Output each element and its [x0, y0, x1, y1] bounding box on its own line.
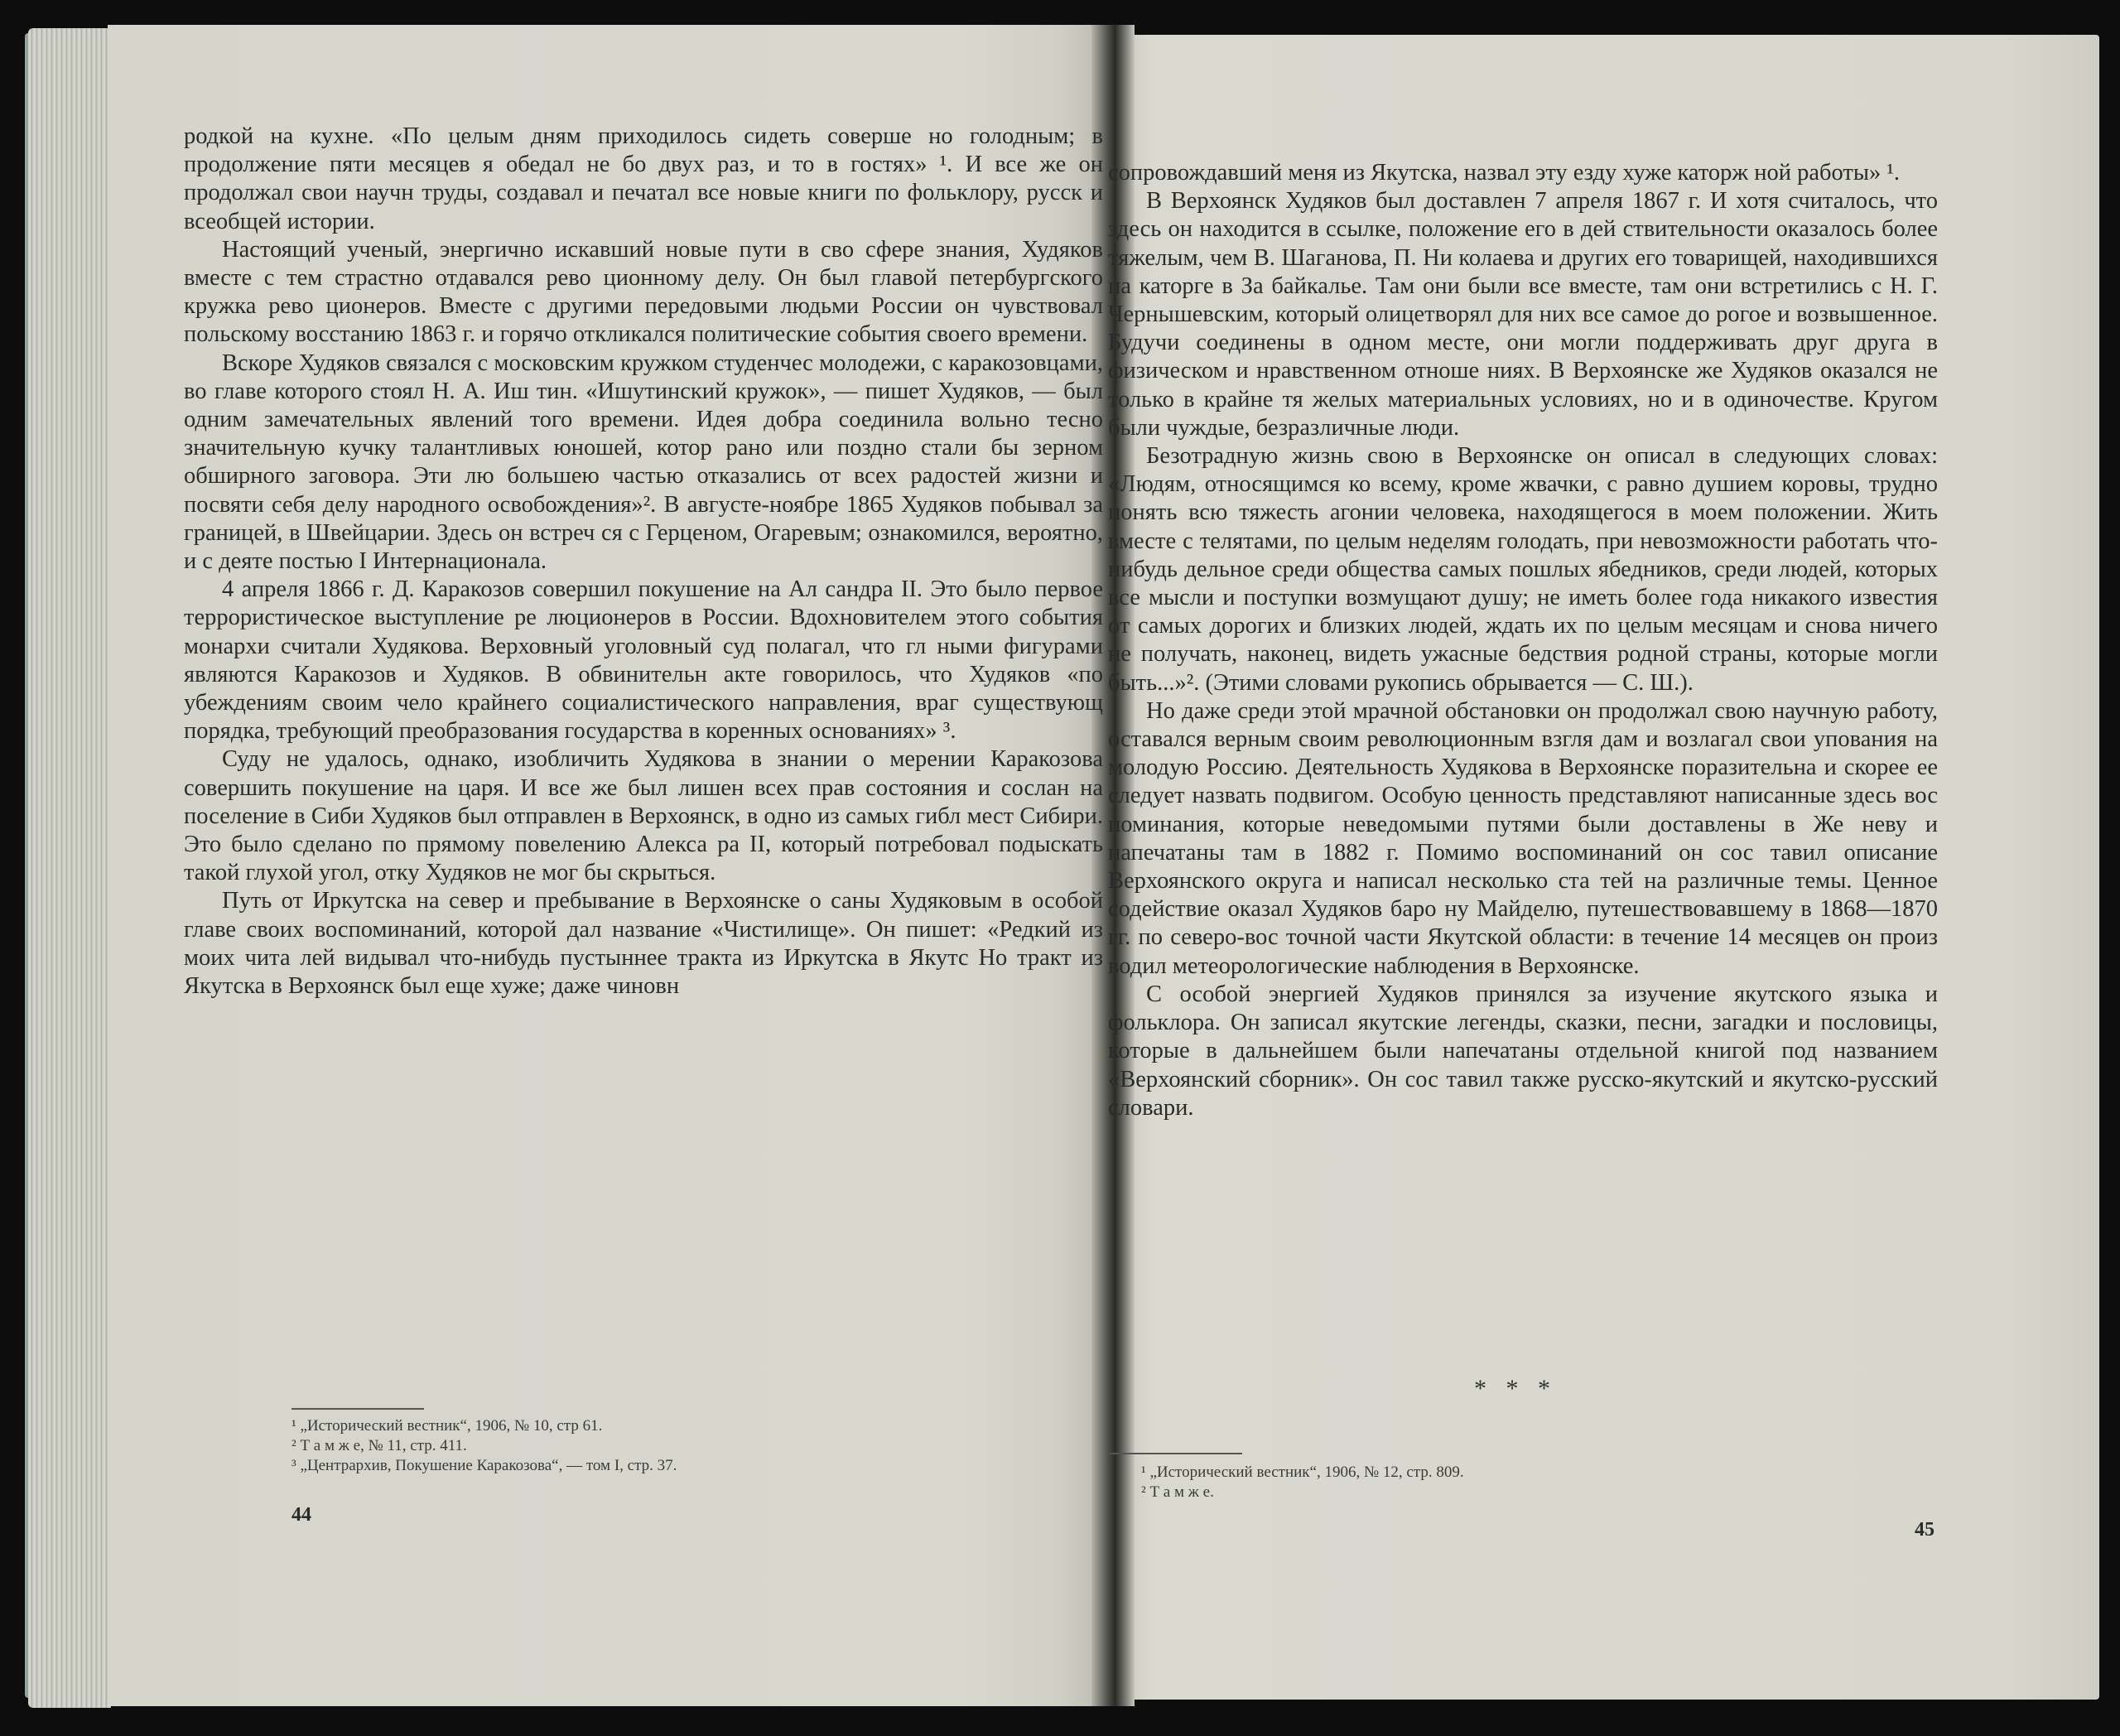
footnote-rule-left — [292, 1408, 424, 1410]
left-paragraph: Путь от Иркутска на север и пребывание в Верхоянске о саны Худяковым в особой главе своих воспоминаний, которой дал название «Чистилище». Он пишет: «Редкий из моих чита лей видывал что-нибудь пустыннее тракта из Иркутска в Якутс Но тракт из Якутска в Верхоянск был еще хуже; даже чиновн — [184, 888, 1103, 1000]
left-footnotes — [292, 1416, 1020, 1476]
right-paragraph: С особой энергией Худяков принялся за изучение якутского языка и фольклора. Он записал якутские легенды, сказки, песни, загадки и пословицы, которые в дальнейшем были напечатаны отдельной книгой под названием «Верхоянский сборник». Он сос тавил также русско-якутский и якутско-русский словари. — [1108, 981, 1938, 1121]
right-footnotes — [1141, 1463, 1886, 1502]
page-stack-edge — [28, 28, 111, 1708]
right-page-body — [1108, 159, 1938, 1122]
page-number-left: 44 — [292, 1504, 311, 1526]
left-page-body — [184, 123, 1103, 1001]
left-paragraph: родкой на кухне. «По целым дням приходилось сидеть соверше но голодным; в продолжение пяти месяцев я обедал не бо двух раз, и то в гостях» ¹. И все же он продолжал свои научн труды, создавал и печатал все новые книги по фольклору, русск и всеобщей истории. — [184, 123, 1103, 234]
left-paragraph: Суду не удалось, однако, изобличить Худякова в знании о мерении Каракозова совершить покушение на царя. И все же был лишен всех прав состояния и сослан на поселение в Сиби Худяков был отправлен в Верхоянск, в одно из самых гибл мест Сибири. Это было сделано по прямому повелению Алекса ра II, который потребовал подыскать такой глухой угол, отку Худяков не мог бы скрыться. — [184, 746, 1103, 886]
right-paragraph: Безотрадную жизнь свою в Верхоянске он описал в следующих словах: «Людям, относящимся ко всему, кроме жвачки, с равно душием коровы, трудно понять всю тяжесть агонии человека, находящегося в моем положении. Жить вместе с телятами, по целым неделям голодать, при невозможности работать что-нибудь дельное среди общества самых пошлых ябедников, среди людей, которых все мысли и поступки возмущают душу; не иметь более года никакого известия от самых дорогих и близких людей, ждать их по целым месяцам и снова ничего не получать, наконец, видеть ужасные бедствия родной страны, которые могли быть...»². (Этими словами рукопись обрывается — С. Ш.). — [1108, 443, 1938, 696]
right-paragraph: сопровождавший меня из Якутска, назвал эту езду хуже каторж ной работы» ¹. — [1108, 160, 1901, 186]
footnote: ¹ „Исторический вестник“, 1906, № 12, стр. 809. — [1141, 1464, 1464, 1481]
footnote-rule-right — [1110, 1453, 1242, 1454]
right-paragraph: В Верхоянск Худяков был доставлен 7 апреля 1867 г. И хотя считалось, что здесь он находится в ссылке, положение его в дей ствительности оказалось более тяжелым, чем В. Шаганова, П. Ни колаева и других его товарищей, находившихся на каторге в За байкалье. Там они были все вместе, там они встретились с Н. Г. Чернышевским, который олицетворял для них все самое до рогое и возвышенное. Будучи соединены в одном месте, они могли поддерживать друг друга в физическом и нравственном отноше ниях. В Верхоянске же Худяков оказался не только в крайне тя желых материальных условиях, но и в одиночестве. Кругом были чуждые, безразличные люди. — [1108, 188, 1938, 441]
section-break: * * * — [1474, 1375, 1557, 1402]
left-paragraph: Настоящий ученый, энергично искавший новые пути в сво сфере знания, Худяков вместе с тем страстно отдавался рево ционному делу. Он был главой петербургского кружка рево ционеров. Вместе с другими передовыми людьми России он чувствовал польскому восстанию 1863 г. и горячо откликался политические события своего времени. — [184, 236, 1103, 348]
left-paragraph: Вскоре Худяков связался с московским кружком студенчес молодежи, с каракозовцами, во главе которого стоял Н. А. Иш тин. «Ишутинский кружок», — пишет Худяков, — был одним замечательных явлений того времени. Идея добра соединила вольно тесно значительную кучку талантливых юношей, котор рано или поздно стали бы зерном обширного заговора. Эти лю большею частью отказались от всех радостей жизни и посвяти себя делу народного освобождения»². В августе-ноябре 1865 Худяков побывал за границей, в Швейцарии. Здесь он встреч ся с Герценом, Огаревым; ознакомился, вероятно, и с деяте постью I Интернационала. — [184, 350, 1103, 575]
page-number-right: 45 — [1915, 1519, 1934, 1541]
footnote: ² Т а м ж е. — [1141, 1483, 1214, 1501]
footnote: ² Т а м ж е, № 11, стр. 411. — [292, 1437, 467, 1454]
footnote: ¹ „Исторический вестник“, 1906, № 10, стр 61. — [292, 1417, 603, 1435]
left-paragraph: 4 апреля 1866 г. Д. Каракозов совершил покушение на Ал сандра II. Это было первое террористическое выступление ре люционеров в России. Вдохновителем этого события монархи считали Худякова. Верховный уголовный суд полагал, что гл ными фигурами являются Каракозов и Худяков. В обвинительн акте говорилось, что Худяков «по убеждениям своим чело крайнего социалистического направления, враг существующ порядка, требующий преобразования государства в коренных основаниях» ³. — [184, 576, 1103, 745]
right-paragraph: Но даже среди этой мрачной обстановки он продолжал свою научную работу, оставался верным своим революционным взгля дам и возлагал свои упования на молодую Россию. Деятельность Худякова в Верхоянске поразительна и скорее ее следует назвать подвигом. Особую ценность представляют написанные здесь вос поминания, которые неведомыми путями были доставлены в Же неву и напечатаны там в 1882 г. Помимо воспоминаний он сос тавил описание Верхоянского округа и написал несколько ста тей на различные темы. Ценное содействие оказал Худяков баро ну Майделю, путешествовавшему в 1868—1870 гг. по северо-вос точной части Якутской области: в течение 14 месяцев он произ водил метеорологические наблюдения в Верхоянске. — [1108, 697, 1938, 979]
footnote: ³ „Центрархив, Покушение Каракозова“, — том I, стр. 37. — [292, 1457, 677, 1474]
